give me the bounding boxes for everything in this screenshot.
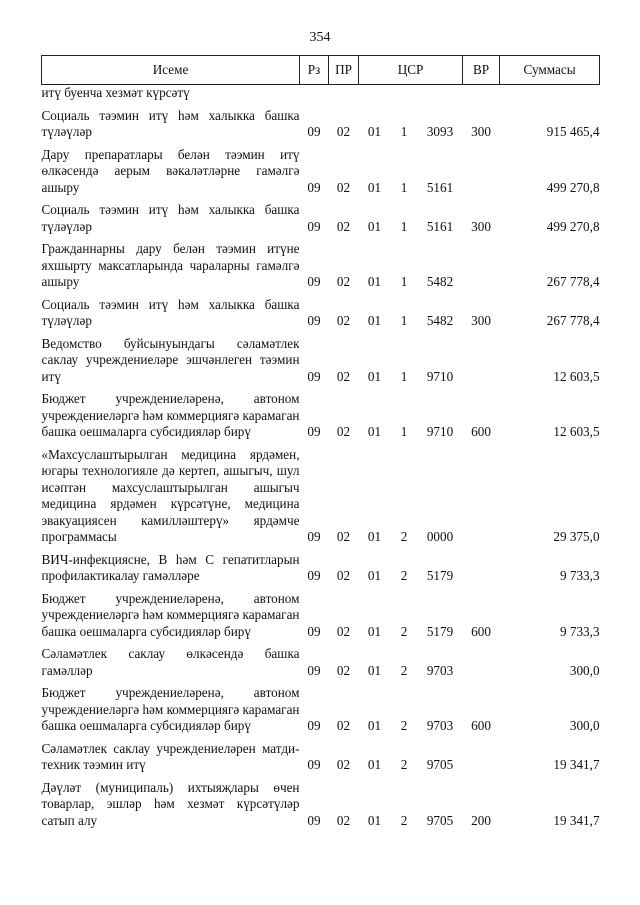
row-csr-subprogram: 2	[400, 568, 408, 583]
row-csr-program: 01	[367, 757, 382, 772]
row-name: «Махсуслаштырылган медицина ярдәмен, югары технологияле дә кертеп, ашыгыч, шул исәптән махсуслаштырылган ашыгыч медицина ярдәмен күрсәтүне, медицина эвакуациясен камилләштерү» ярдәмче программасы	[41, 446, 300, 544]
row-csr-direction: 9703	[426, 662, 454, 678]
table-row	[42, 235, 600, 291]
row-name: ВИЧ-инфекциясне, В һәм С гепатитларын профилактикалау гамәлләре	[41, 551, 300, 583]
row-name: Социаль тәэмин итү һәм халыкка башка түләүләр	[41, 107, 300, 139]
row-vr	[463, 441, 500, 546]
row-pr: 02	[336, 274, 351, 289]
row-csr-direction: 9710	[426, 424, 454, 439]
header-rz: Рз	[300, 56, 329, 85]
row-name: Бюджет учреждениеләренә, автоном учреждениеләргә һәм коммерциягә карамаган башка оешмаларга субсидияләр бирү	[41, 685, 300, 733]
budget-table	[41, 55, 600, 829]
row-name: Социаль тәэмин итү һәм халыкка башка түләүләр	[41, 296, 300, 328]
table-row	[42, 330, 600, 386]
table-row	[42, 774, 600, 830]
row-csr-subprogram: 2	[400, 662, 408, 678]
row-sum: 19 341,7	[553, 812, 600, 828]
row-vr: 300	[471, 313, 491, 328]
row-name: Социаль тәэмин итү һәм халыкка башка түләүләр	[41, 202, 300, 234]
row-vr	[463, 546, 500, 585]
row-csr-program: 01	[367, 568, 382, 583]
row-csr-program: 01	[367, 662, 382, 678]
header-name: Исеме	[42, 56, 300, 85]
row-sum: 12 603,5	[553, 424, 600, 439]
row-pr: 02	[336, 529, 351, 544]
continuation-row	[42, 85, 600, 102]
table-row	[42, 640, 600, 679]
row-vr	[463, 141, 500, 197]
row-csr-direction: 3093	[426, 124, 454, 139]
row-sum: 19 341,7	[553, 757, 600, 772]
page-number: 354	[309, 30, 331, 45]
row-csr-program: 01	[367, 218, 382, 234]
row-csr-subprogram: 2	[400, 718, 408, 733]
row-rz: 09	[307, 274, 321, 289]
row-vr: 200	[471, 812, 491, 828]
row-rz: 09	[307, 529, 321, 544]
row-sum: 9 733,3	[559, 623, 600, 639]
row-csr-program: 01	[367, 718, 382, 733]
row-rz: 09	[307, 424, 321, 439]
row-sum: 300,0	[569, 718, 600, 733]
row-vr: 300	[471, 218, 491, 234]
row-rz: 09	[307, 662, 321, 678]
row-csr-program: 01	[367, 424, 382, 439]
row-pr: 02	[336, 179, 351, 195]
row-csr-subprogram: 1	[400, 274, 408, 289]
row-name: Бюджет учреждениеләренә, автоном учреждениеләргә һәм коммерциягә карамаган башка оешмаларга субсидияләр бирү	[41, 391, 300, 439]
header-sum: Суммасы	[500, 56, 600, 85]
row-csr-program: 01	[367, 274, 382, 289]
row-csr-subprogram: 2	[400, 757, 408, 772]
row-csr-program: 01	[367, 623, 382, 639]
row-sum: 12 603,5	[553, 368, 600, 384]
row-csr-subprogram: 2	[400, 623, 408, 639]
row-pr: 02	[336, 812, 351, 828]
row-csr-program: 01	[367, 124, 382, 139]
table-row	[42, 102, 600, 141]
table-row	[42, 385, 600, 441]
row-rz: 09	[307, 568, 321, 583]
row-csr-program: 01	[367, 812, 382, 828]
row-sum: 267 778,4	[546, 313, 600, 328]
table-header	[42, 56, 600, 85]
row-csr-direction: 5161	[426, 218, 454, 234]
table-row	[42, 679, 600, 735]
row-name: Бюджет учреждениеләренә, автоном учреждениеләргә һәм коммерциягә карамаган башка оешмаларга субсидияләр бирү	[41, 590, 300, 639]
row-name: Сәламәтлек саклау өлкәсендә башка гамәлләр	[41, 646, 300, 678]
row-csr-subprogram: 1	[400, 179, 408, 195]
row-sum: 29 375,0	[553, 529, 600, 544]
row-rz: 09	[307, 368, 321, 384]
row-name: Дәүләт (муниципаль) ихтыяҗлары өчен товарлар, эшләр һәм хезмәт күрсәтүләр сатып алу	[41, 779, 300, 828]
row-rz: 09	[307, 757, 321, 772]
continuation-text: итү буенча хезмәт күрсәтү	[41, 85, 190, 100]
row-name: Сәламәтлек саклау учреждениеләрен матди-техник тәэмин итү	[41, 740, 300, 772]
row-csr-direction: 9705	[426, 757, 454, 772]
header-vr: ВР	[463, 56, 500, 85]
row-rz: 09	[307, 623, 321, 639]
row-vr: 600	[471, 623, 491, 639]
row-name: Ведомство буйсынуындагы сәламәтлек саклау учреждениеләре эшчәнлеген тәэмин итү	[41, 335, 300, 384]
row-vr: 300	[471, 124, 491, 139]
row-csr-direction: 9703	[426, 718, 454, 733]
header-pr: ПР	[329, 56, 359, 85]
table-body	[42, 85, 600, 830]
row-sum: 915 465,4	[546, 124, 600, 139]
row-rz: 09	[307, 313, 321, 328]
row-vr	[463, 735, 500, 774]
row-pr: 02	[336, 623, 351, 639]
row-csr-program: 01	[367, 179, 382, 195]
row-rz: 09	[307, 718, 321, 733]
row-name: Гражданнарны дару белән тәэмин итүне яхшырту максатларында чараларны гамәлгә ашыру	[41, 241, 300, 289]
row-csr-direction: 5482	[426, 274, 454, 289]
row-sum: 499 270,8	[546, 218, 600, 234]
row-csr-program: 01	[367, 368, 382, 384]
row-vr	[463, 330, 500, 386]
row-name: Дару препаратлары белән тәэмин итү өлкәсендә аерым вәкаләтләрне гамәлгә ашыру	[41, 146, 300, 195]
row-rz: 09	[307, 124, 321, 139]
row-pr: 02	[336, 424, 351, 439]
row-csr-direction: 5161	[426, 179, 454, 195]
row-pr: 02	[336, 757, 351, 772]
row-csr-subprogram: 1	[400, 218, 408, 234]
row-csr-direction: 9705	[426, 812, 454, 828]
table-row	[42, 585, 600, 641]
table-row	[42, 441, 600, 546]
row-csr-program: 01	[367, 529, 382, 544]
row-csr-direction: 5179	[426, 623, 454, 639]
row-csr-subprogram: 2	[400, 812, 408, 828]
row-rz: 09	[307, 812, 321, 828]
table-row	[42, 141, 600, 197]
row-csr-subprogram: 1	[400, 368, 408, 384]
row-vr	[463, 235, 500, 291]
row-pr: 02	[336, 718, 351, 733]
table-row	[42, 546, 600, 585]
row-pr: 02	[336, 124, 351, 139]
row-csr-direction: 9710	[426, 368, 454, 384]
row-pr: 02	[336, 368, 351, 384]
row-pr: 02	[336, 218, 351, 234]
row-sum: 300,0	[569, 662, 600, 678]
row-csr-subprogram: 1	[400, 313, 408, 328]
row-rz: 09	[307, 218, 321, 234]
row-csr-direction: 5482	[426, 313, 454, 328]
row-csr-subprogram: 1	[400, 424, 408, 439]
row-csr-subprogram: 1	[400, 124, 408, 139]
header-csr: ЦСР	[359, 56, 463, 85]
row-pr: 02	[336, 313, 351, 328]
row-pr: 02	[336, 662, 351, 678]
table-row	[42, 196, 600, 235]
row-sum: 499 270,8	[546, 179, 600, 195]
row-sum: 267 778,4	[546, 274, 600, 289]
row-rz: 09	[307, 179, 321, 195]
row-vr: 600	[471, 718, 491, 733]
row-csr-program: 01	[367, 313, 382, 328]
row-csr-direction: 5179	[426, 568, 454, 583]
row-pr: 02	[336, 568, 351, 583]
table-row	[42, 291, 600, 330]
row-csr-subprogram: 2	[400, 529, 408, 544]
row-vr	[463, 640, 500, 679]
row-vr: 600	[471, 424, 491, 439]
table-row	[42, 735, 600, 774]
row-sum: 9 733,3	[559, 568, 600, 583]
row-csr-direction: 0000	[426, 529, 454, 544]
